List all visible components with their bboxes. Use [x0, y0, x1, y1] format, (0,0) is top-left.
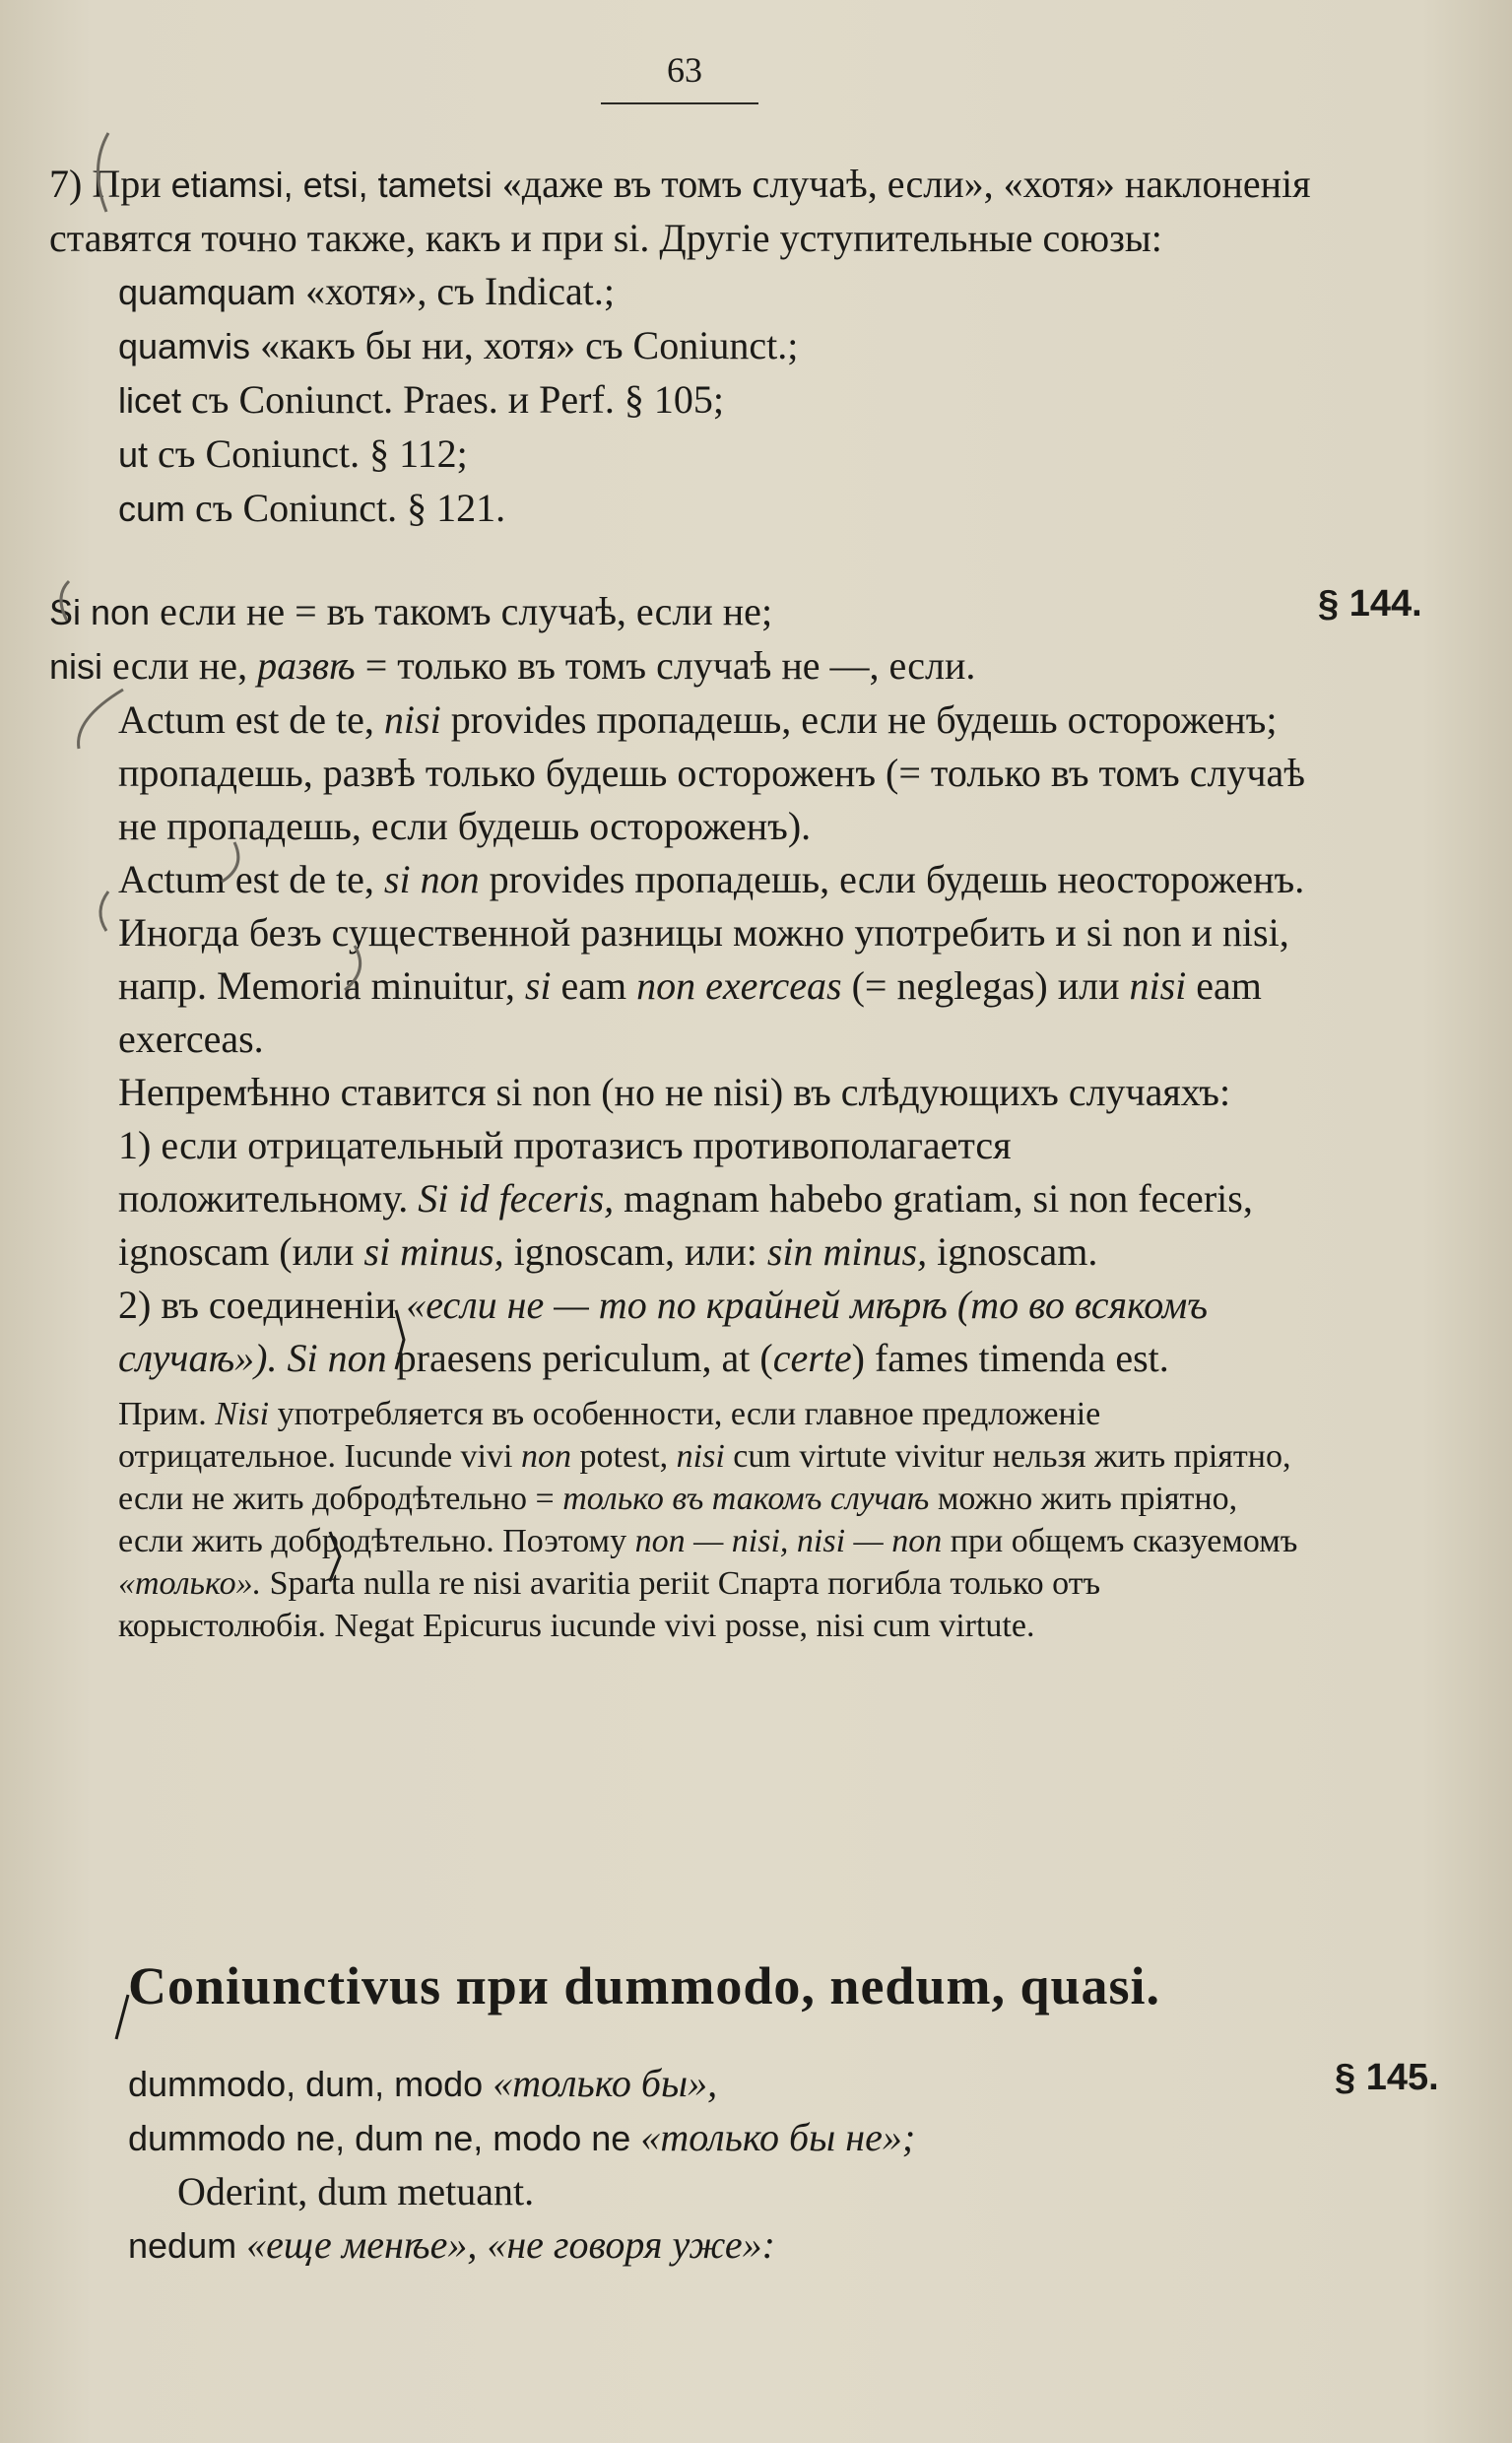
case-2: 2) въ соединеніи «если не — то по крайней мѣрѣ (то во всякомъ случаѣ»). Si non praesens periculum, at (certe) fames timenda est.: [118, 1283, 1209, 1380]
pencil-bracket: [98, 133, 108, 212]
section-mark-144: § 144.: [1318, 583, 1422, 625]
item-number: 7) При: [49, 162, 162, 206]
note-label: Прим.: [118, 1396, 207, 1432]
page-number: 63: [667, 50, 702, 90]
example-line: Oderint, dum metuant.: [177, 2169, 535, 2213]
latin-terms: etiamsi, etsi, tametsi: [170, 165, 493, 205]
list-item: licet съ Coniunct. Praes. и Perf. § 105;: [118, 377, 724, 422]
definition-si-non: Si non если не = въ такомъ случаѣ, если не;: [49, 589, 773, 633]
pencil-bracket: [116, 1995, 128, 2039]
definition-nisi: nisi если не, развѣ = только въ томъ случаѣ не —, если.: [49, 643, 976, 688]
section-mark-145: § 145.: [1335, 2057, 1439, 2098]
example-2: Actum est de te, si non provides пропадешь, если будешь неостороженъ.: [118, 857, 1305, 901]
pencil-bracket: [79, 690, 123, 749]
pencil-bracket: [396, 1310, 404, 1369]
list-item: quamvis «какъ бы ни, хотя» съ Coniunct.;: [118, 323, 799, 367]
list-item: cum съ Coniunct. § 121.: [118, 486, 506, 530]
list-item: quamquam «хотя», съ Indicat.;: [118, 269, 616, 313]
paragraph-text: Другіе уступительные союзы:: [659, 216, 1162, 260]
pencil-bracket: [100, 891, 108, 931]
case-1: 1) если отрицательный протазисъ противополагается положительному. Si id feceris, magnam habebo gratiam, si non feceris, ignoscam (или si minus, ignoscam, или: sin minus, ignoscam.: [118, 1123, 1253, 1274]
example-1: Actum est de te, nisi provides пропадешь, если не будешь остороженъ; пропадешь, развѣ только будешь остороженъ (= только въ томъ случаѣ не пропадешь, если будешь остороженъ).: [118, 697, 1305, 848]
conjunction-line: dummodo, dum, modo «только бы»,: [128, 2061, 718, 2105]
pencil-bracket: [222, 842, 238, 882]
pencil-bracket: [345, 946, 361, 990]
pencil-bracket: [61, 581, 69, 621]
latin-term: si.: [613, 216, 650, 260]
list-item: ut съ Coniunct. § 112;: [118, 431, 468, 476]
conjunction-line: nedum «еще менѣе», «не говоря уже»:: [128, 2222, 775, 2267]
paragraph-text: «даже въ томъ случаѣ, если», «хотя» наклоненія ставятся точно также, какъ и при: [49, 162, 1311, 260]
pencil-bracket: [330, 1532, 340, 1581]
remark-note: Прим. Nisi употребляется въ особенности, если главное предложеніе отрицательное. Iucunde vivi non potest, nisi cum virtute vivitur нельзя жить пріятно, если не жить добродѣтельно = только въ такомъ случаѣ можно жить пріятно, если жить добродѣтельно. Поэтому non — nisi, nisi — non при общемъ сказуемомъ «только». Sparta nulla re nisi avaritia periit Спарта погибла только отъ корыстолюбія. Negat Epicurus iucunde vivi posse, nisi cum virtute.: [118, 1396, 1298, 1644]
conjunction-line: dummodo ne, dum ne, modo ne «только бы не»;: [128, 2115, 916, 2159]
paragraph-cases: Непремѣнно ставится si non (но не nisi) въ слѣдующихъ случаяхъ:: [118, 1070, 1231, 1114]
section-heading: Coniunctivus при dummodo, nedum, quasi.: [128, 1956, 1161, 2015]
paragraph-usage: Иногда безъ существенной разницы можно употребить и si non и nisi, напр. Memoria minuitur, si eam non exerceas (= neglegas) или nisi eam exerceas.: [118, 910, 1289, 1061]
